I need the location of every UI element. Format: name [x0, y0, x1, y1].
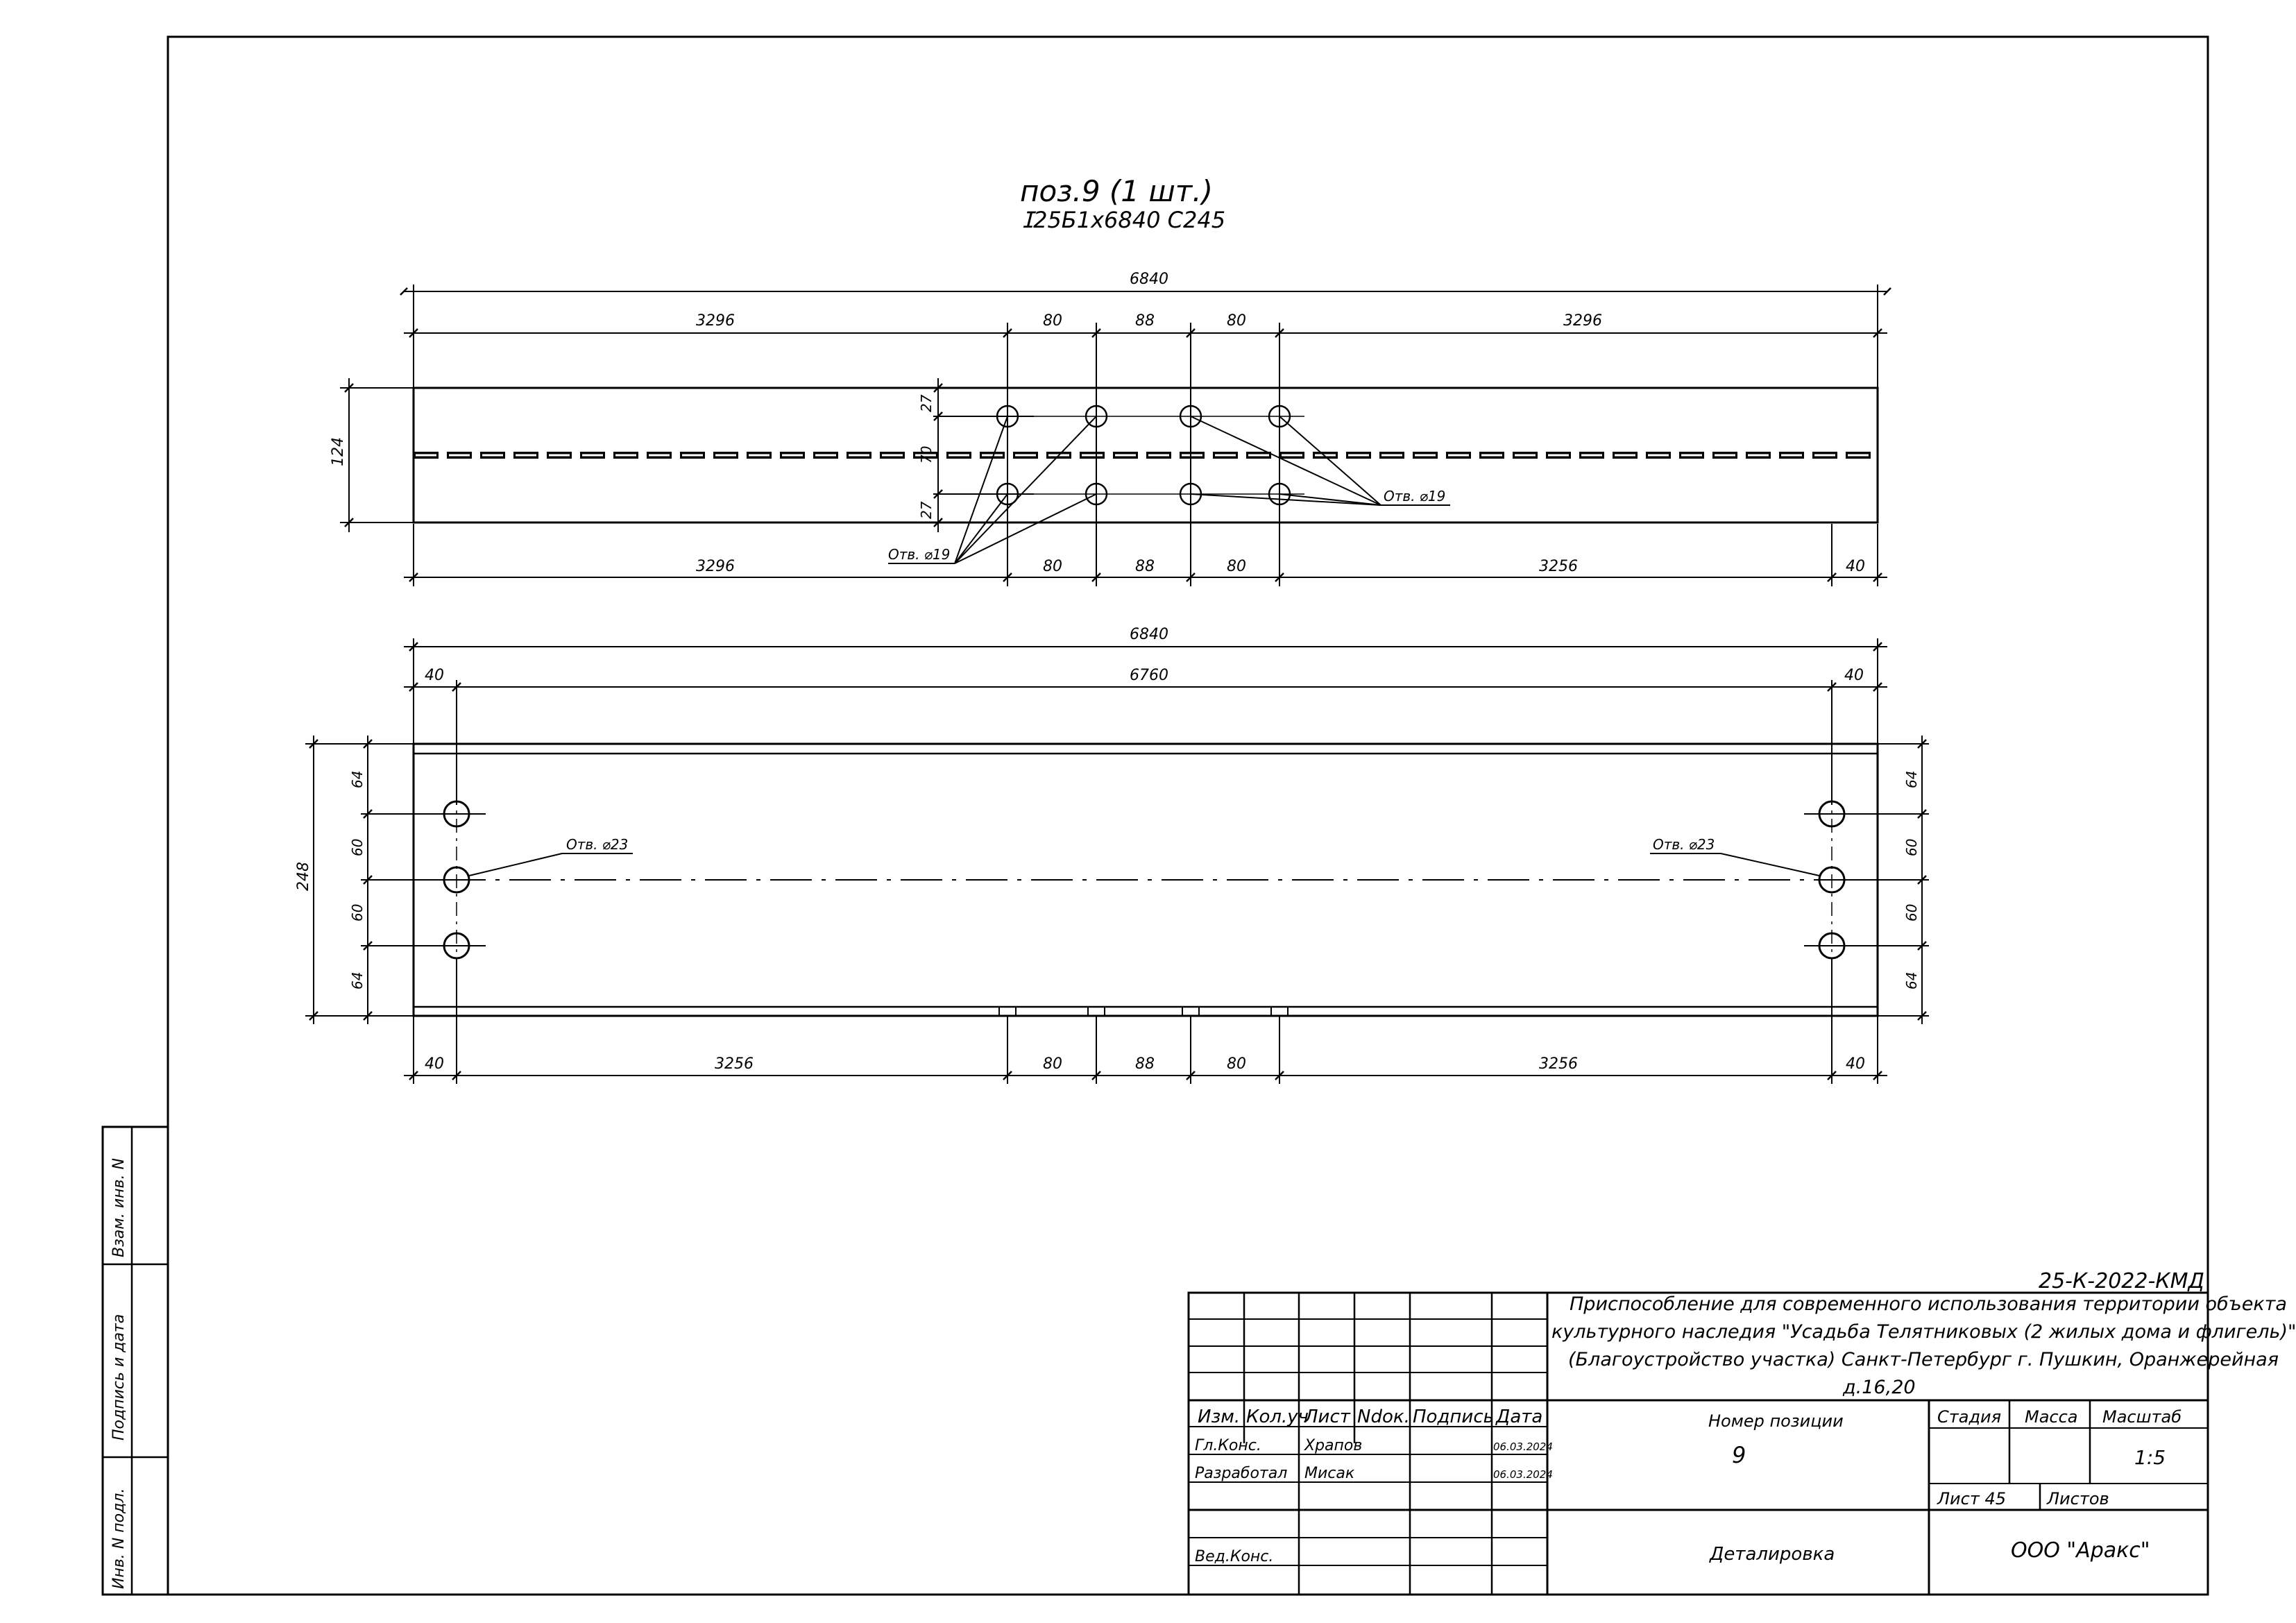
document-name: Деталировка [1710, 1544, 1835, 1565]
dim-label: 80 [1043, 1055, 1062, 1073]
dim-label: 60 [349, 838, 366, 856]
dim-label: 27 [918, 501, 935, 519]
side-stamp [103, 1127, 168, 1595]
dim-label: 60 [1903, 838, 1920, 856]
dim-label: 40 [425, 1055, 444, 1073]
dim-label: 70 [918, 445, 935, 464]
sheets-label: Листов [2047, 1489, 2109, 1509]
dim-label: 6840 [1130, 626, 1168, 643]
stamp-cell-label: Подпись и дата [110, 1314, 128, 1441]
dim-label: 248 [295, 862, 312, 891]
column-header: Изм. [1198, 1407, 1241, 1427]
dim-label: 88 [1135, 558, 1155, 575]
role-label: Вед.Конс. [1195, 1548, 1274, 1565]
hole-callout: Отв. ⌀19 [1384, 488, 1446, 504]
dim-label: 80 [1227, 558, 1246, 575]
hole-callout: Отв. ⌀23 [1653, 836, 1715, 853]
project-line: культурного наследия "Усадьба Телятниковых (2 жилых дома и флигель)" [1551, 1321, 2296, 1343]
side-view [295, 626, 1929, 1084]
column-header: Лист [1304, 1407, 1350, 1427]
dim-label: 40 [425, 667, 444, 684]
title-block [1189, 1269, 2296, 1595]
scale-label: Масштаб [2102, 1407, 2182, 1427]
mass-label: Масса [2025, 1407, 2078, 1427]
document-code: 25-К-2022-КМД [2039, 1269, 2204, 1293]
dim-label: 3256 [715, 1055, 754, 1073]
dim-label: 3296 [1563, 312, 1602, 330]
scale-value: 1:5 [2134, 1446, 2166, 1469]
dim-label: 3296 [696, 558, 735, 575]
position-value: 9 [1732, 1442, 1746, 1468]
person-name: Мисак [1304, 1465, 1355, 1482]
top-view [330, 271, 1887, 586]
dim-label: 80 [1227, 312, 1246, 330]
stage-label: Стадия [1937, 1407, 2002, 1427]
dim-label: 3256 [1539, 558, 1578, 575]
role-label: Разработал [1195, 1465, 1288, 1482]
dim-label: 124 [330, 437, 347, 466]
column-header: Подпись [1413, 1407, 1494, 1427]
dim-label: 60 [1903, 903, 1920, 921]
dim-label: 64 [1903, 971, 1920, 989]
sheet-number: Лист 45 [1937, 1489, 2006, 1509]
person-name: Храпов [1304, 1437, 1363, 1454]
project-line: д.16,20 [1843, 1377, 1916, 1398]
stamp-cell-label: Инв. N подл. [110, 1488, 128, 1589]
stamp-cell-label: Взам. инв. N [110, 1158, 128, 1257]
dim-label: 64 [349, 770, 366, 788]
position-label: Номер позиции [1708, 1411, 1844, 1431]
dim-label: 40 [1844, 667, 1864, 684]
stiffener-marks [999, 1007, 1288, 1016]
dim-label: 40 [1846, 558, 1865, 575]
role-label: Гл.Конс. [1195, 1437, 1261, 1454]
company-name: ООО "Аракс" [2011, 1538, 2150, 1563]
dim-label: 88 [1135, 1055, 1155, 1073]
dim-label: 64 [1903, 770, 1920, 788]
part-title: поз.9 (1 шт.) [1020, 174, 1214, 208]
project-description [1551, 1293, 2296, 1398]
sign-date: 06.03.2024 [1493, 1441, 1553, 1453]
column-header: Ndок. [1357, 1407, 1410, 1427]
project-line: (Благоустройство участка) Санкт-Петербург г. Пушкин, Оранжерейная [1568, 1349, 2279, 1370]
column-header: Дата [1496, 1407, 1543, 1427]
dim-label: 6840 [1130, 271, 1168, 288]
dim-label: 80 [1043, 312, 1062, 330]
dim-label: 3296 [696, 312, 735, 330]
dim-label: 6760 [1130, 667, 1168, 684]
dim-label: 40 [1846, 1055, 1865, 1073]
hole-callout: Отв. ⌀19 [888, 546, 951, 563]
project-line: Приспособление для современного использования территории объекта [1570, 1293, 2287, 1315]
dim-label: 88 [1135, 312, 1155, 330]
dim-label: 80 [1043, 558, 1062, 575]
dim-label: 27 [918, 394, 935, 412]
column-header: Кол.уч [1246, 1407, 1309, 1427]
dim-label: 80 [1227, 1055, 1246, 1073]
dim-label: 3256 [1539, 1055, 1578, 1073]
hole-callout: Отв. ⌀23 [566, 836, 629, 853]
part-profile: ⵊ25Б1х6840 С245 [1022, 207, 1226, 233]
sign-date: 06.03.2024 [1493, 1468, 1553, 1481]
dim-label: 60 [349, 903, 366, 921]
dim-label: 64 [349, 971, 366, 989]
